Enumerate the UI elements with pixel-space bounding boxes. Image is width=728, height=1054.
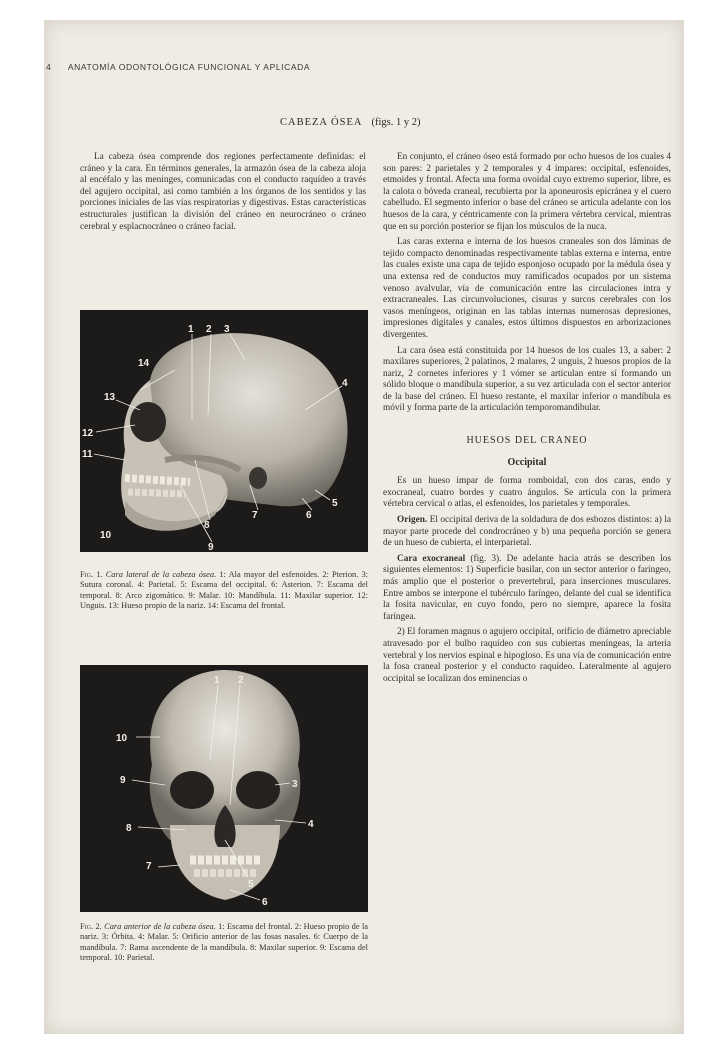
fig1-label-9: 9	[208, 542, 214, 552]
left-column	[80, 152, 366, 237]
fig1-label-7: 7	[252, 510, 258, 521]
fig1-label-14: 14	[138, 358, 150, 369]
figure-1-lateral-skull	[80, 310, 368, 552]
fig1-label-6: 6	[306, 510, 312, 521]
fig2-label-6: 6	[262, 897, 268, 908]
fig2-caption-text: 1: Escama del frontal. 2: Hueso propio de la nariz. 3: Órbita. 4: Malar. 5: Orificio anterior de las fosas nasales. 6: Cuerpo de la mandíbula. 7: Rama ascendente de la mandíbula. 8: Maxilar superior. 9: Escama del temporal. 10: Parietal.	[80, 922, 369, 963]
anterior-skull-image	[80, 665, 368, 912]
fig2-label-10: 10	[116, 733, 128, 744]
exocranial-label: Cara exocraneal	[397, 553, 466, 564]
subheading-cranial-bones: HUESOS DEL CRANEO	[466, 435, 588, 447]
lateral-skull-image	[80, 310, 368, 552]
fig1-label-4: 4	[342, 378, 348, 389]
origin-paragraph	[383, 515, 671, 550]
fig1-caption-text: 1: Ala mayor del esfenoides. 2: Pterion. 3: Sutura coronal. 4: Parietal. 5: Escama del occipital. 6: Asterion. 7: Escama del temporal. 8: Arco zigomático. 9: Malar. 10: Mandíbula. 11: Maxilar superior. 12: Unguis. 13: Hueso propio de la nariz. 14: Escama del frontal.	[80, 570, 369, 611]
figure-1-caption	[80, 570, 368, 612]
fig1-label-3: 3	[224, 324, 230, 335]
fig1-label-2: 2	[206, 324, 212, 335]
exocranial-text: (fig. 3). De adelante hacia atrás se describen los siguientes elementos: 1) Superficie basilar, con un sector anterior o faríngeo, más amplio que el posterior o prevertebral, para inserciones musculares. Entre ambos se interpone el tubérculo faríngeo, delante del cual se identifica la fosita navicular, en cuyo fondo, pero no siempre, aparece la fosita faríngea.	[383, 553, 671, 622]
fig1-label-5: 5	[332, 498, 338, 509]
figure-2-anterior-skull	[80, 665, 368, 912]
fig1-label-13: 13	[104, 392, 116, 403]
exocranial-paragraph	[383, 554, 671, 624]
section-title-text: CABEZA ÓSEA	[280, 117, 362, 128]
fig2-caption-title: Cara anterior de la cabeza ósea.	[104, 922, 216, 931]
subheading-occipital: Occipital	[507, 456, 547, 468]
running-header	[46, 62, 606, 72]
fig1-label-1: 1	[188, 324, 194, 335]
facial-bones-paragraph: La cara ósea está constituida por 14 huesos de los cuales 13, a saber: 2 maxilares superiores, 2 palatinos, 2 malares, 2 unguis, 2 huesos propios de la nariz, 2 cornetes inferiores y 1 vómer se articulan entre sí formando un sólido bloque o mandíbula superior, a su vez articulada con el sector anterior de la base del cráneo. El hueso restante, el maxilar inferior o mandíbula es móvil y forma parte de la articulación temporomandibular.	[383, 345, 671, 414]
fig2-label-1: 1	[214, 675, 220, 686]
fig2-label-3: 3	[292, 779, 298, 790]
fig2-label-7: 7	[146, 861, 152, 872]
fig2-label-5: 5	[248, 879, 254, 890]
fig2-label-9: 9	[120, 775, 126, 786]
origin-label: Origen.	[397, 515, 428, 526]
fig1-caption-label: Fig. 1.	[80, 570, 103, 579]
fig1-label-10: 10	[100, 530, 112, 541]
fig2-label-4: 4	[308, 819, 314, 830]
fig1-caption-title: Cara lateral de la cabeza ósea.	[105, 570, 217, 579]
origin-text: El occipital deriva de la soldadura de dos esbozos distintos: a) la mayor parte procede del condrocráneo y b) una pequeña porción se genera de un hueso de cubierta, el interparietal.	[383, 515, 671, 549]
fig1-label-11: 11	[82, 449, 93, 460]
foramen-magnum-paragraph: 2) El foramen magnus o agujero occipital, orificio de diámetro apreciable atravesado por el bulbo raquídeo con sus cubiertas meníngeas, la arteria vertebral y los nervios espinal e hipogloso. Es una vía de comunicación entre la fosa craneal posterior y el conducto raquídeo. Lateralmente al agujero occipital se localizan dos eminencias o	[383, 627, 671, 684]
cranium-overview-paragraph: En conjunto, el cráneo óseo está formado por ocho huesos de los cuales 4 son pares: 2 parietales y 2 temporales y 4 impares: occipital, esfenoides, etmoides y frontal. Afecta una forma ovoidal cuyo extremo superior, libre, es la calota o bóveda craneal, recubierta por la aponeurosis epicránea y el cuero cabelludo. El segmento inferior o base del cráneo se articula adelante con los huesos de la cara, y céntricamente con la primera vértebra cervical, mientras que en su porción posterior se fijan los músculos de la nuca.	[383, 152, 671, 232]
page-number: 4	[46, 62, 52, 72]
occipital-paragraph: Es un hueso impar de forma romboidal, con dos caras, endo y exocraneal, cuatro bordes y cuatro ángulos. Se articula con la primera vértebra cervical o atlas, el esfenoides, los parietales y temporales.	[383, 476, 671, 510]
running-title: ANATOMÍA ODONTOLÓGICA FUNCIONAL Y APLICADA	[67, 62, 311, 72]
fig2-label-8: 8	[126, 823, 132, 834]
figure-2-caption	[80, 922, 368, 964]
fig1-label-8: 8	[204, 520, 210, 531]
right-column	[383, 152, 671, 689]
cranial-tables-paragraph: Las caras externa e interna de los huesos craneales son dos láminas de tejido compacto denominadas respectivamente tablas externa e interna, entre las cuales existe una capa de tejido esponjoso ocupado por la médula ósea y una extensa red de conductos muy ramificados ocupados por un sistema venoso avalvular, vía de comunicación entre las circulaciones intra y extracraneales. Las circunvoluciones, cisuras y surcos cerebrales con los vasos meníngeos, originan en las tablas internas numerosas depresiones, impresiones digitales y canales, estos últimos dispuestos en arborizaciones divergentes.	[383, 237, 671, 340]
section-title	[280, 117, 421, 128]
section-figs-ref: (figs. 1 y 2)	[371, 117, 421, 128]
fig1-label-12: 12	[82, 428, 94, 439]
intro-paragraph: La cabeza ósea comprende dos regiones perfectamente definidas: el cráneo y la cara. En términos generales, la armazón ósea de la cabeza aloja al encéfalo y las meninges, comunicadas con el conducto raquídeo a través del agujero occipital, así como también a los órganos de los sentidos y las porciones iniciales de las vías respiratorias y digestivas. Estas características estructurales justifican la división del cráneo en neurocráneo o cráneo cerebral y esplacnocráneo o cráneo facial.	[80, 152, 366, 232]
fig2-caption-label: Fig. 2.	[80, 922, 102, 931]
fig2-label-2: 2	[238, 675, 244, 686]
